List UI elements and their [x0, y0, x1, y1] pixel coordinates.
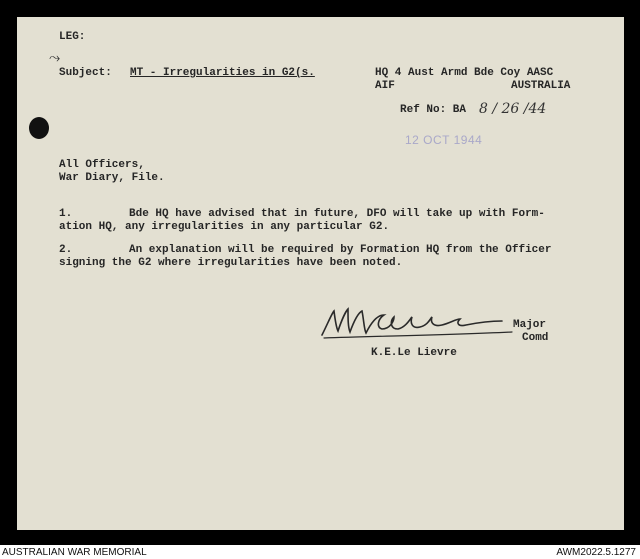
appointment: Comd — [522, 332, 549, 344]
distribution-line-2: War Diary, File. — [59, 172, 165, 184]
subject-label: Subject: — [59, 67, 112, 79]
handwritten-signature — [320, 305, 516, 341]
signatory-name: K.E.Le Lievre — [371, 347, 457, 359]
pencil-mark-icon: ⤳ — [49, 51, 61, 67]
paragraph-2-number: 2. — [59, 244, 73, 256]
ref-no-label: Ref No: BA — [400, 104, 467, 116]
subject-text: MT - Irregularities in G2(s. — [130, 67, 315, 79]
document-page — [17, 17, 624, 530]
distribution-line-1: All Officers, — [59, 159, 145, 171]
punch-hole — [29, 117, 49, 139]
paragraph-1-line-1: Bde HQ have advised that in future, DFO will take up with Form- — [129, 208, 545, 220]
paragraph-1-line-2: ation HQ, any irregularities in any particular G2. — [59, 221, 390, 233]
paragraph-2-line-2: signing the G2 where irregularities have been noted. — [59, 257, 403, 269]
reference-code: LEG: — [59, 31, 86, 43]
date-stamp: 12 OCT 1944 — [405, 133, 483, 147]
footer-credit: AUSTRALIAN WAR MEMORIAL — [2, 547, 147, 558]
paragraph-2-line-1: An explanation will be required by Formation HQ from the Officer — [129, 244, 552, 256]
unit-line-2-right: AUSTRALIA — [511, 80, 571, 92]
unit-line-2-left: AIF — [375, 80, 395, 92]
paragraph-1-number: 1. — [59, 208, 73, 220]
footer-accession-number: AWM2022.5.1277 — [556, 547, 636, 558]
rank: Major — [513, 319, 547, 331]
ref-no-handwritten: 8 / 26 /44 — [479, 101, 547, 117]
unit-line-1: HQ 4 Aust Armd Bde Coy AASC — [375, 67, 554, 79]
